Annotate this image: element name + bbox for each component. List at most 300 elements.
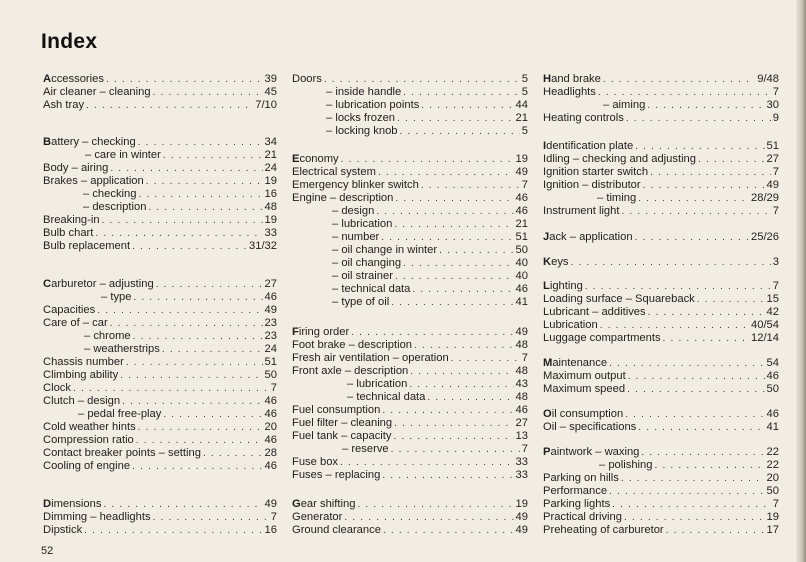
dot-leader (122, 395, 262, 408)
index-entry (543, 524, 779, 537)
entry-label (543, 153, 696, 166)
dot-leader (403, 257, 514, 270)
entry-label (543, 112, 624, 125)
dot-leader (103, 498, 262, 511)
index-entry (292, 125, 528, 138)
entry-text: – polishing (599, 459, 653, 471)
dot-leader (146, 175, 263, 188)
index-entry (43, 149, 277, 162)
entry-label (43, 382, 71, 395)
dot-leader (394, 430, 514, 443)
index-entry (292, 469, 528, 482)
entry-pages: 50 (766, 383, 779, 395)
entry-label (292, 456, 338, 469)
index-entry (543, 446, 779, 459)
entry-pages: 20 (766, 472, 779, 484)
index-entry (292, 112, 528, 125)
entry-label (43, 460, 130, 473)
entry-text: Doors (292, 73, 322, 85)
index-entry (292, 296, 528, 309)
index-entry (543, 179, 779, 192)
entry-text: Parking lights (543, 498, 611, 510)
entry-label (292, 231, 379, 244)
entry-text: Ignition – distributor (543, 179, 641, 191)
entry-pages: 46 (264, 291, 277, 303)
dot-leader (612, 498, 771, 511)
entry-text: Preheating of carburetor (543, 524, 664, 536)
entry-text: Clock (43, 382, 71, 394)
entry-label (292, 498, 355, 511)
dot-leader (648, 306, 765, 319)
entry-label (292, 166, 376, 179)
entry-pages: 30 (766, 99, 779, 111)
dot-leader (635, 231, 749, 244)
entry-pages: 7 (521, 179, 528, 191)
dot-leader (697, 293, 765, 306)
index-entry (543, 256, 779, 269)
entry-text: Air cleaner – cleaning (43, 86, 151, 98)
dot-leader (376, 205, 513, 218)
index-entry (543, 99, 779, 112)
dot-leader (86, 99, 253, 112)
entry-label (43, 356, 124, 369)
dot-leader (626, 112, 771, 125)
entry-text: imensions (51, 498, 102, 510)
index-entry (292, 524, 528, 537)
entry-pages: 7 (521, 352, 528, 364)
entry-label (543, 459, 653, 472)
dot-leader (324, 73, 520, 86)
entry-label (543, 256, 569, 269)
entry-pages: 49 (515, 326, 528, 338)
entry-initial: H (543, 73, 552, 85)
entry-pages: 46 (515, 192, 528, 204)
dot-leader (126, 356, 263, 369)
entry-pages: 51 (264, 356, 277, 368)
dot-leader (120, 369, 262, 382)
entry-pages: 22 (766, 459, 779, 471)
index-entry (292, 326, 528, 339)
index-entry (43, 498, 277, 511)
entry-text: Engine – description (292, 192, 394, 204)
entry-text: – number (332, 231, 380, 243)
entry-label (43, 136, 136, 149)
entry-label (543, 280, 583, 293)
index-entry (543, 408, 779, 421)
index-entry (43, 524, 277, 537)
entry-pages: 50 (264, 369, 277, 381)
index-entry (43, 214, 277, 227)
entry-pages: 7 (270, 511, 277, 523)
dot-leader (351, 326, 513, 339)
entry-label (543, 179, 641, 192)
entry-pages: 33 (515, 469, 528, 481)
entry-text: – type (101, 291, 132, 303)
entry-text: – oil changing (332, 257, 402, 269)
index-entry (292, 430, 528, 443)
dot-leader (394, 218, 513, 231)
dot-leader (412, 283, 513, 296)
entry-initial: F (292, 326, 299, 338)
entry-pages: 3 (772, 256, 779, 268)
index-entry (43, 330, 277, 343)
entry-initial: J (543, 231, 550, 243)
entry-text: Maximum speed (543, 383, 626, 395)
entry-pages: 19 (264, 175, 277, 187)
dot-leader (603, 73, 755, 86)
entry-pages: 19 (766, 511, 779, 523)
index-entry (43, 421, 277, 434)
entry-label (292, 339, 412, 352)
entry-text: Brakes – application (43, 175, 144, 187)
entry-label (43, 524, 82, 537)
dot-leader (621, 205, 770, 218)
entry-label (543, 231, 633, 244)
dot-leader (638, 192, 749, 205)
dot-leader (655, 459, 765, 472)
entry-text: – pedal free-play (78, 408, 162, 420)
index-entry (543, 319, 779, 332)
dot-leader (133, 330, 263, 343)
dot-leader (391, 443, 520, 456)
entry-text: Clutch – design (43, 395, 121, 407)
index-entry (543, 459, 779, 472)
entry-text: ccessories (51, 73, 104, 85)
entry-text: Electrical system (292, 166, 376, 178)
entry-text: Body – airing (43, 162, 109, 174)
entry-label (292, 524, 381, 537)
entry-pages: 5 (521, 73, 528, 85)
index-entry (543, 166, 779, 179)
dot-leader (598, 86, 771, 99)
dot-leader (156, 278, 263, 291)
entry-pages: 24 (264, 162, 277, 174)
entry-label (292, 270, 393, 283)
index-entry (543, 205, 779, 218)
entry-label (543, 73, 601, 86)
entry-label (543, 99, 645, 112)
dot-leader (409, 378, 513, 391)
entry-pages: 7 (772, 86, 779, 98)
entry-pages: 45 (264, 86, 277, 98)
dot-leader (73, 382, 269, 395)
entry-pages: 42 (766, 306, 779, 318)
entry-pages: 34 (264, 136, 277, 148)
index-entry (292, 339, 528, 352)
index-entry (292, 99, 528, 112)
entry-text: Breaking-in (43, 214, 100, 226)
index-entry (292, 86, 528, 99)
entry-label (43, 188, 137, 201)
entry-text: Contact breaker points – setting (43, 447, 201, 459)
index-entry (543, 421, 779, 434)
entry-text: – checking (83, 188, 137, 200)
entry-pages: 46 (264, 395, 277, 407)
entry-pages: 49 (264, 304, 277, 316)
dot-leader (427, 391, 513, 404)
index-entry (43, 227, 277, 240)
entry-text: – technical data (332, 283, 411, 295)
entry-label (43, 201, 146, 214)
dot-leader (357, 498, 513, 511)
entry-text: – inside handle (326, 86, 402, 98)
entry-pages: 33 (264, 227, 277, 239)
index-entry (43, 86, 277, 99)
dot-leader (421, 99, 513, 112)
dot-leader (133, 291, 262, 304)
entry-label (292, 218, 392, 231)
entry-pages: 7 (521, 443, 528, 455)
entry-pages: 19 (515, 153, 528, 165)
entry-label (43, 447, 201, 460)
index-entry (292, 352, 528, 365)
entry-label (543, 205, 619, 218)
entry-text: Fuel filter – cleaning (292, 417, 393, 429)
dot-leader (666, 524, 765, 537)
entry-text: and brake (551, 73, 601, 85)
entry-text: Fuel consumption (292, 404, 381, 416)
dot-leader (621, 472, 765, 485)
entry-pages: 16 (264, 188, 277, 200)
entry-label (292, 244, 437, 257)
entry-text: aintenance (552, 357, 608, 369)
entry-label (292, 179, 419, 192)
entry-text: Care of – car (43, 317, 108, 329)
entry-text: Instrument light (543, 205, 620, 217)
index-entry (543, 86, 779, 99)
dot-leader (585, 280, 771, 293)
page-number: 52 (41, 545, 54, 557)
entry-label (43, 304, 95, 317)
entry-label (292, 404, 380, 417)
dot-leader (397, 112, 514, 125)
entry-label (43, 227, 93, 240)
dot-leader (381, 231, 513, 244)
index-entry (292, 244, 528, 257)
dot-leader (394, 417, 513, 430)
entry-text: ighting (549, 280, 583, 292)
dot-leader (341, 153, 514, 166)
entry-text: Foot brake – description (292, 339, 413, 351)
entry-label (292, 112, 395, 125)
index-entry (292, 73, 528, 86)
entry-text: – timing (597, 192, 637, 204)
dot-leader (95, 227, 262, 240)
index-entry (292, 511, 528, 524)
entry-pages: 9 (772, 112, 779, 124)
dot-leader (439, 244, 513, 257)
index-entry (43, 136, 277, 149)
entry-label (43, 240, 130, 253)
entry-text: Fuse box (292, 456, 339, 468)
entry-pages: 27 (766, 153, 779, 165)
entry-pages: 50 (766, 485, 779, 497)
entry-label (43, 86, 151, 99)
entry-initial: K (543, 256, 552, 268)
index-entry (43, 447, 277, 460)
entry-pages: 23 (264, 330, 277, 342)
entry-label (292, 86, 401, 99)
entry-initial: O (543, 408, 552, 420)
entry-pages: 51 (766, 140, 779, 152)
entry-text: Cold weather hints (43, 421, 136, 433)
entry-label (543, 408, 623, 421)
entry-label (43, 343, 160, 356)
index-entry (43, 175, 277, 188)
entry-pages: 46 (515, 404, 528, 416)
entry-text: aintwork – waxing (550, 446, 640, 458)
entry-text: Heating controls (543, 112, 624, 124)
index-entry (43, 408, 277, 421)
entry-label (543, 140, 633, 153)
dot-leader (102, 214, 263, 227)
entry-pages: 20 (264, 421, 277, 433)
dot-leader (609, 357, 764, 370)
dot-leader (641, 446, 764, 459)
entry-label (43, 498, 101, 511)
entry-text: Compression ratio (43, 434, 134, 446)
index-entry (43, 73, 277, 86)
entry-label (543, 293, 695, 306)
index-entry (543, 332, 779, 345)
index-entry (43, 369, 277, 382)
entry-pages: 19 (264, 214, 277, 226)
dot-leader (410, 365, 513, 378)
entry-label (543, 511, 622, 524)
entry-text: Bulb replacement (43, 240, 131, 252)
entry-initial: C (43, 278, 52, 290)
dot-leader (627, 383, 764, 396)
entry-text: – lubrication (332, 218, 393, 230)
entry-label (43, 278, 154, 291)
entry-text: il consumption (551, 408, 624, 420)
dot-leader (403, 86, 520, 99)
entry-text: Ground clearance (292, 524, 381, 536)
dot-leader (106, 73, 263, 86)
entry-label (292, 205, 374, 218)
entry-label (543, 524, 664, 537)
entry-pages: 21 (264, 149, 277, 161)
index-entry (543, 192, 779, 205)
dot-leader (647, 99, 764, 112)
entry-text: Performance (543, 485, 608, 497)
entry-initial: L (543, 280, 550, 292)
entry-text: – description (83, 201, 147, 213)
index-entry (292, 404, 528, 417)
entry-pages: 7 (772, 498, 779, 510)
entry-pages: 50 (515, 244, 528, 256)
dot-leader (132, 240, 247, 253)
dot-leader (382, 469, 513, 482)
dot-leader (635, 140, 764, 153)
entry-pages: 5 (521, 86, 528, 98)
entry-text: – design (332, 205, 375, 217)
entry-text: ear shifting (300, 498, 356, 510)
index-entry (543, 485, 779, 498)
entry-text: Fuel tank – capacity (292, 430, 392, 442)
dot-leader (139, 188, 263, 201)
entry-pages: 7 (270, 382, 277, 394)
entry-text: Oil – specifications (543, 421, 637, 433)
entry-pages: 19 (515, 498, 528, 510)
index-entry (43, 317, 277, 330)
entry-label (292, 283, 410, 296)
index-entry (43, 201, 277, 214)
entry-pages: 41 (766, 421, 779, 433)
entry-label (292, 443, 389, 456)
dot-leader (344, 511, 513, 524)
entry-text: Headlights (543, 86, 596, 98)
index-entry (292, 283, 528, 296)
index-entry (292, 205, 528, 218)
entry-text: – chrome (84, 330, 131, 342)
dot-leader (138, 421, 263, 434)
entry-text: Dipstick (43, 524, 83, 536)
index-entry (43, 291, 277, 304)
dot-leader (663, 332, 749, 345)
entry-label (292, 430, 392, 443)
index-entry (543, 112, 779, 125)
entry-text: – lubrication points (326, 99, 420, 111)
dot-leader (153, 86, 263, 99)
page-edge (796, 0, 806, 562)
index-entry (292, 153, 528, 166)
entry-pages: 25/26 (751, 231, 779, 243)
index-entry (292, 378, 528, 391)
entry-pages: 49 (515, 166, 528, 178)
entry-initial: B (43, 136, 52, 148)
dot-leader (395, 270, 514, 283)
entry-text: Practical driving (543, 511, 622, 523)
entry-text: eys (551, 256, 569, 268)
entry-pages: 54 (766, 357, 779, 369)
entry-pages: 40 (515, 257, 528, 269)
entry-pages: 9/48 (757, 73, 779, 85)
dot-leader (414, 339, 514, 352)
index-entry (43, 162, 277, 175)
index-entry (43, 99, 277, 112)
entry-text: arburetor – adjusting (51, 278, 154, 290)
index-entry (292, 257, 528, 270)
entry-text: Emergency blinker switch (292, 179, 419, 191)
entry-label (292, 192, 393, 205)
entry-pages: 41 (515, 296, 528, 308)
entry-label (543, 166, 648, 179)
dot-leader (203, 447, 263, 460)
entry-text: – type of oil (332, 296, 390, 308)
entry-label (43, 291, 131, 304)
index-entry (43, 511, 277, 524)
index-entry (543, 370, 779, 383)
entry-label (292, 365, 408, 378)
entry-pages: 21 (515, 218, 528, 230)
entry-label (292, 125, 398, 138)
entry-text: conomy (299, 153, 339, 165)
index-entry (292, 192, 528, 205)
dot-leader (609, 485, 765, 498)
entry-pages: 49 (515, 524, 528, 536)
index-entry (292, 456, 528, 469)
entry-label (292, 417, 392, 430)
entry-text: Maximum output (543, 370, 626, 382)
index-entry (43, 304, 277, 317)
dot-leader (383, 524, 514, 537)
entry-initial: I (543, 140, 547, 152)
entry-label (543, 472, 619, 485)
index-entry (43, 343, 277, 356)
dot-leader (391, 296, 513, 309)
dot-leader (148, 201, 262, 214)
